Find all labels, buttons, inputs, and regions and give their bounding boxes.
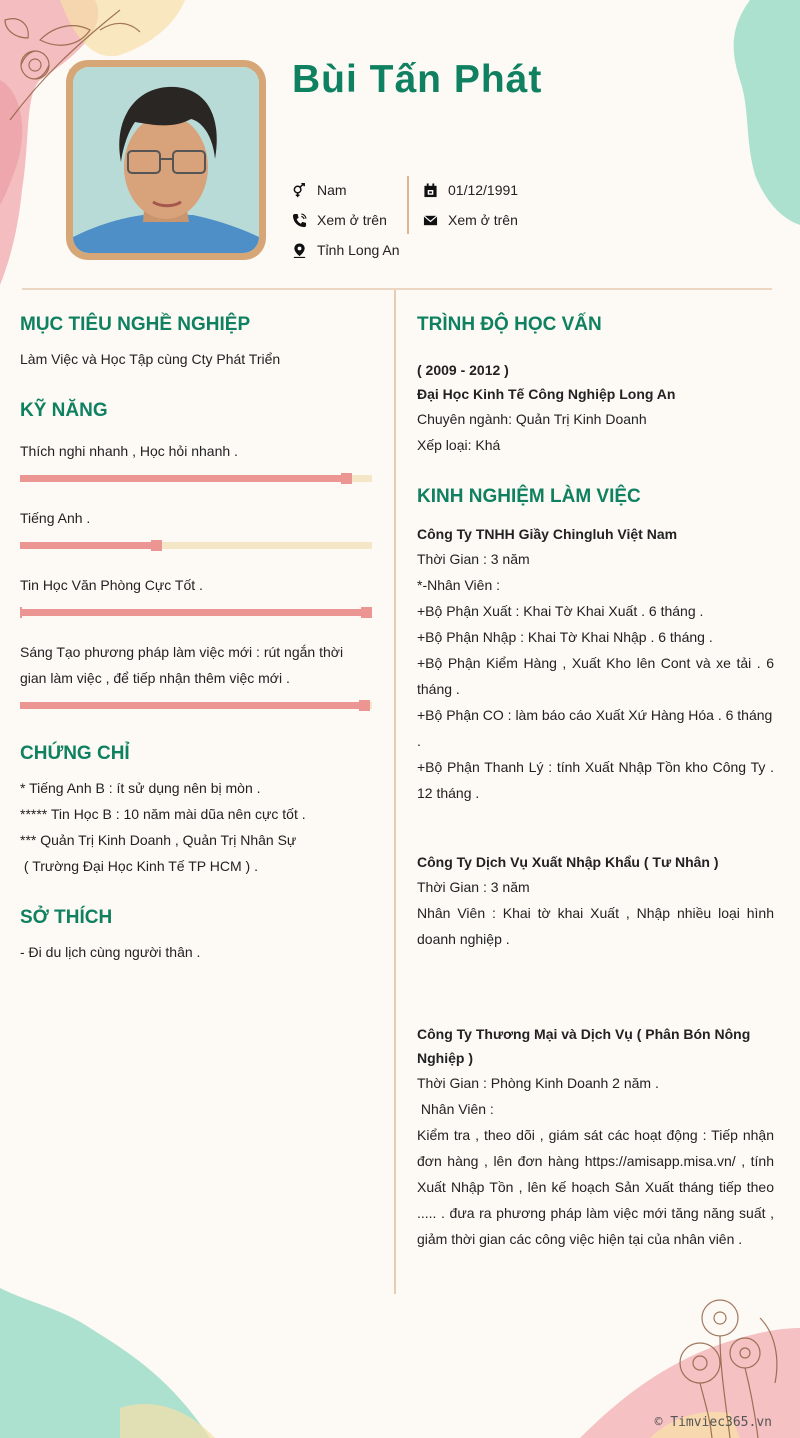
job-line: +Bộ Phận Nhập : Khai Tờ Khai Nhập . 6 tháng .	[417, 629, 713, 645]
skill-bar-fill	[20, 542, 157, 549]
skill-label: Tin Học Văn Phòng Cực Tốt .	[20, 577, 203, 593]
skill-label: Tiếng Anh .	[20, 510, 91, 526]
education-title: TRÌNH ĐỘ HỌC VẤN	[417, 314, 602, 335]
certificate-line: ( Trường Đại Học Kinh Tế TP HCM ) .	[20, 858, 258, 874]
certificate-line: * Tiếng Anh B : ít sử dụng nên bị mòn .	[20, 780, 261, 796]
skill-bar-knob	[151, 540, 162, 551]
job-company: Công Ty TNHH Giầy Chingluh Việt Nam	[417, 526, 678, 542]
job-line: +Bộ Phận CO : làm báo cáo Xuất Xứ Hàng Hóa . 6 tháng .	[417, 707, 773, 749]
job-line: Kiểm tra , theo dõi , giám sát các hoạt động : Tiếp nhận đơn hàng , lên đơn hàng https://amisapp.misa.vn/ , tính Xuất Nhập Tồn , lên kế hoạch Sản Xuất tháng tiếp theo ..... . đưa ra phương pháp làm việc mới tăng năng suất , giảm thời gian các công việc hiện tại của nhân viên .	[417, 1127, 774, 1247]
job-line: Thời Gian : 3 năm	[417, 551, 530, 567]
right-column	[417, 312, 774, 1252]
phone-icon	[291, 212, 307, 228]
certificates-title: CHỨNG CHỈ	[20, 743, 130, 764]
job-line: Thời Gian : 3 năm	[417, 879, 530, 895]
education-period: ( 2009 - 2012 )	[417, 362, 509, 378]
certificate-line: *** Quản Trị Kinh Doanh , Quản Trị Nhân Sự	[20, 832, 297, 848]
candidate-name: Bùi Tấn Phát	[292, 58, 543, 101]
email-text: Xem ở trên	[448, 212, 518, 228]
profile-photo-frame	[66, 60, 266, 260]
job-line: +Bộ Phận Thanh Lý : tính Xuất Nhập Tồn kho Công Ty . 12 tháng .	[417, 759, 774, 801]
skill-item	[20, 572, 372, 616]
job-entry	[417, 1022, 774, 1252]
skill-bar	[20, 609, 372, 616]
objective-text: Làm Việc và Học Tập cùng Cty Phát Triển	[20, 351, 281, 367]
profile-photo	[73, 67, 259, 253]
skill-bar-knob	[341, 473, 352, 484]
gender-text: Nam	[317, 182, 347, 198]
objective-title: MỤC TIÊU NGHỀ NGHIỆP	[20, 314, 251, 335]
skills-title: KỸ NĂNG	[20, 400, 108, 421]
gender-item	[291, 182, 347, 198]
birthday-text: 01/12/1991	[448, 182, 519, 198]
job-line: Thời Gian : Phòng Kinh Doanh 2 năm .	[417, 1075, 659, 1091]
job-line: +Bộ Phận Kiểm Hàng , Xuất Kho lên Cont và xe tải . 6 tháng .	[417, 655, 774, 697]
job-line: Nhân Viên :	[417, 1101, 494, 1117]
address-item	[291, 242, 400, 258]
gender-icon	[291, 182, 307, 198]
birthday-item	[422, 182, 518, 198]
education-school: Đại Học Kinh Tế Công Nghiệp Long An	[417, 386, 676, 402]
job-line: Nhân Viên : Khai tờ khai Xuất , Nhập nhiều loại hình doanh nghiệp .	[417, 905, 774, 947]
job-company: Công Ty Thương Mại và Dịch Vụ ( Phân Bón Nông Nghiệp )	[417, 1026, 751, 1066]
skill-bar-knob	[361, 607, 372, 618]
skill-bar-fill	[20, 475, 347, 482]
header-horizontal-rule	[22, 288, 772, 290]
skill-bar	[20, 475, 372, 482]
phone-text: Xem ở trên	[317, 212, 387, 228]
left-column	[20, 312, 372, 965]
hobbies-text: - Đi du lịch cùng người thân .	[20, 944, 201, 960]
skill-bar-fill	[20, 702, 365, 709]
skill-item	[20, 639, 372, 709]
header-divider	[407, 176, 409, 234]
envelope-icon	[422, 212, 438, 228]
skill-label: Thích nghi nhanh , Học hỏi nhanh .	[20, 443, 238, 459]
address-text: Tỉnh Long An	[317, 242, 400, 258]
skill-label: Sáng Tạo phương pháp làm việc mới : rút ngắn thời gian làm việc , để tiếp nhận thêm việc mới .	[20, 644, 344, 686]
decor-top-right	[710, 0, 800, 230]
watermark: © Timviec365.vn	[654, 1415, 772, 1430]
location-pin-icon	[291, 242, 307, 258]
job-line: *-Nhân Viên :	[417, 577, 501, 593]
education-major: Chuyên ngành: Quản Trị Kinh Doanh	[417, 411, 647, 427]
calendar-icon	[422, 182, 438, 198]
column-divider	[394, 290, 396, 1294]
experience-title: KINH NGHIỆM LÀM VIỆC	[417, 486, 641, 507]
education-grade: Xếp loại: Khá	[417, 437, 501, 453]
job-entry	[417, 850, 774, 952]
decor-bottom-left	[0, 1288, 220, 1438]
skill-bar-fill	[20, 609, 372, 616]
job-entry	[417, 522, 774, 806]
skill-bar	[20, 702, 372, 709]
job-company: Công Ty Dịch Vụ Xuất Nhập Khẩu ( Tư Nhân )	[417, 854, 719, 870]
education-block	[417, 358, 774, 458]
certificate-line: ***** Tin Học B : 10 năm mài dũa nên cực tốt .	[20, 806, 306, 822]
email-item	[422, 212, 518, 228]
job-line: +Bộ Phận Xuất : Khai Tờ Khai Xuất . 6 tháng .	[417, 603, 704, 619]
skill-bar-knob	[359, 700, 370, 711]
skill-item	[20, 505, 372, 549]
hobbies-title: SỞ THÍCH	[20, 907, 113, 928]
skill-item	[20, 438, 372, 482]
skill-bar	[20, 542, 372, 549]
phone-item	[291, 212, 387, 228]
certificates-list	[20, 775, 372, 879]
